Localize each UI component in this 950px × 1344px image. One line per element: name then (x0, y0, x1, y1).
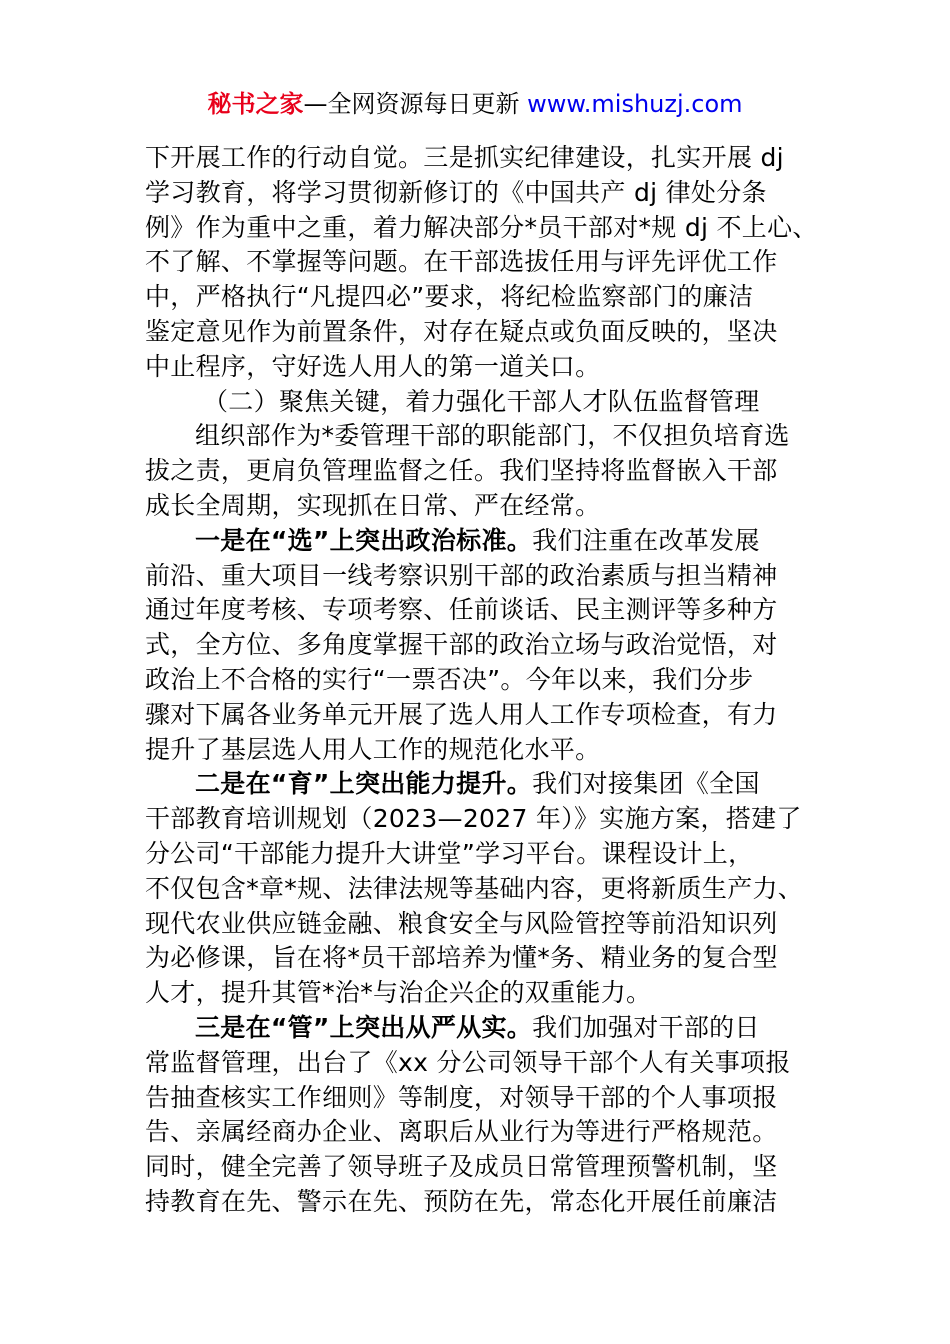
point-three-first-line (145, 1011, 805, 1046)
text-line: 提升了基层选人用人工作的规范化水平。 (145, 734, 601, 764)
page-header (0, 86, 950, 122)
text-line: 干部教育培训规划（2023—2027 年）》实施方案，搭建了 (145, 804, 802, 834)
point-two-first-line (145, 767, 805, 802)
site-tagline: 全网资源每日更新 (327, 90, 528, 118)
text-line: 拔之责，更肩负管理监督之任。我们坚持将监督嵌入干部 (145, 456, 778, 486)
point-one-first-line (145, 524, 805, 559)
text-line: 下开展工作的行动自觉。三是抓实纪律建设，扎实开展 dj (145, 143, 784, 172)
text-line: 不仅包含*章*规、法律法规等基础内容，更将新质生产力、 (145, 873, 804, 903)
text-line: 不了解、不掌握等问题。在干部选拔任用与评先评优工作 (145, 247, 778, 277)
text-line: 骤对下属各业务单元开展了选人用人工作专项检查，有力 (145, 699, 778, 729)
point-two-heading: 二是在“育”上突出能力提升。 (195, 769, 533, 799)
text-line: 成长全周期，实现抓在日常、严在经常。 (145, 490, 601, 520)
text-line: 现代农业供应链金融、粮食安全与风险管控等前沿知识列 (145, 908, 778, 938)
text-line: 通过年度考核、专项考察、任前谈话、民主测评等多种方 (145, 595, 778, 625)
text-line: 例》作为重中之重，着力解决部分*员干部对*规 dj 不上心、 (145, 212, 818, 242)
document-body (145, 141, 818, 1220)
text-line: 告、亲属经商办企业、离职后从业行为等进行严格规范。 (145, 1117, 778, 1147)
text-line: 鉴定意见作为前置条件，对存在疑点或负面反映的，坚决 (145, 316, 778, 346)
text-line: 式，全方位、多角度掌握干部的政治立场与政治觉悟，对 (145, 630, 778, 660)
text-line: 学习教育，将学习贯彻新修订的《中国共产 dj 律处分条 (145, 177, 767, 207)
text-line: 常监督管理，出台了《xx 分公司领导干部个人有关事项报 (145, 1047, 791, 1077)
section-heading: （二）聚焦关键，着力强化干部人才队伍监督管理 (203, 386, 760, 416)
site-brand: 秘书之家 (207, 90, 304, 118)
paragraph-first-line: 组织部作为*委管理干部的职能部门，不仅担负培育选 (195, 421, 790, 451)
point-one-text: 我们注重在改革发展 (532, 525, 760, 555)
text-line: 政治上不合格的实行“一票否决”。今年以来，我们分步 (145, 664, 754, 694)
text-line: 中，严格执行“凡提四必”要求，将纪检监察部门的廉洁 (145, 282, 754, 312)
site-url-link[interactable]: www.mishuzj.com (527, 90, 743, 118)
point-two-text: 我们对接集团《全国 (532, 769, 760, 799)
text-line: 同时，健全完善了领导班子及成员日常管理预警机制，坚 (145, 1152, 778, 1182)
header-separator: — (303, 90, 328, 118)
point-one-heading: 一是在“选”上突出政治标准。 (195, 525, 533, 555)
point-three-heading: 三是在“管”上突出从严从实。 (195, 1012, 533, 1042)
text-line: 持教育在先、警示在先、预防在先，常态化开展任前廉洁 (145, 1186, 778, 1216)
text-line: 前沿、重大项目一线考察识别干部的政治素质与担当精神 (145, 560, 778, 590)
text-line: 人才，提升其管*治*与治企兴企的双重能力。 (145, 978, 652, 1008)
text-line: 告抽查核实工作细则》等制度，对领导干部的个人事项报 (145, 1082, 778, 1112)
point-three-text: 我们加强对干部的日 (532, 1012, 760, 1042)
text-line: 中止程序，守好选人用人的第一道关口。 (145, 351, 601, 381)
text-line: 为必修课，旨在将*员干部培养为懂*务、精业务的复合型 (145, 943, 778, 973)
text-line: 分公司“干部能力提升大讲堂”学习平台。课程设计上， (145, 838, 754, 868)
